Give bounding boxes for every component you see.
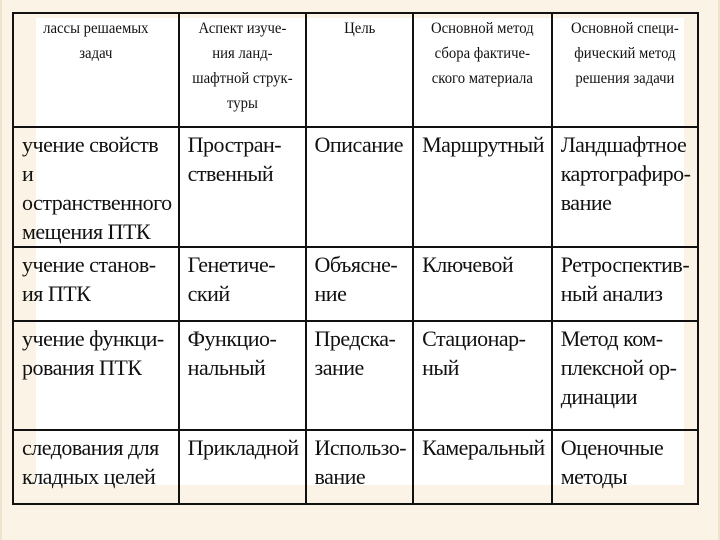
table-cell: Метод ком- плексной ор- динации: [552, 321, 698, 430]
table-row: [13, 321, 698, 430]
table-cell: следования для кладных целей: [13, 430, 179, 504]
table-cell: Использо- вание: [306, 430, 414, 504]
table-cell: учение функци- рования ПТК: [13, 321, 179, 430]
table-cell: Оценочные методы: [552, 430, 698, 504]
table-cell: Объясне- ние: [306, 247, 414, 321]
table-cell: учение станов- ия ПТК: [13, 247, 179, 321]
header-goal: Цель: [310, 13, 409, 127]
table-row: [13, 127, 698, 247]
table-header-row: [13, 13, 698, 127]
table-cell: Стационар- ный: [413, 321, 552, 430]
table-cell: учение свойств и остранственного мещения ПТК: [13, 127, 179, 247]
table-cell: Камеральный: [413, 430, 552, 504]
table-cell: Генетиче- ский: [179, 247, 306, 321]
table-cell: Маршрутный: [413, 127, 552, 247]
table-cell: Ландшафтное картографиро- вание: [552, 127, 698, 247]
document-page: [22, 18, 691, 489]
header-data-collection-method: Основной метод сбора фактиче- ского материала: [419, 13, 547, 127]
header-task-classes: лассы решаемых задач: [20, 13, 172, 127]
table-cell: Функцио- нальный: [179, 321, 306, 430]
table-cell: Ключевой: [413, 247, 552, 321]
table-row: [13, 247, 698, 321]
table-cell: Ретроспектив- ный анализ: [552, 247, 698, 321]
table-cell: Простран- ственный: [179, 127, 306, 247]
header-specific-method: Основной специ- фический метод решения задачи: [558, 13, 692, 127]
table-cell: Описание: [306, 127, 414, 247]
table-cell: Прикладной: [179, 430, 306, 504]
header-study-aspect: Аспект изуче- ния ланд- шафтной струк- туры: [184, 13, 301, 127]
table-row: [13, 430, 698, 504]
landscape-methods-table: [12, 12, 699, 505]
table-cell: Предска- зание: [306, 321, 414, 430]
